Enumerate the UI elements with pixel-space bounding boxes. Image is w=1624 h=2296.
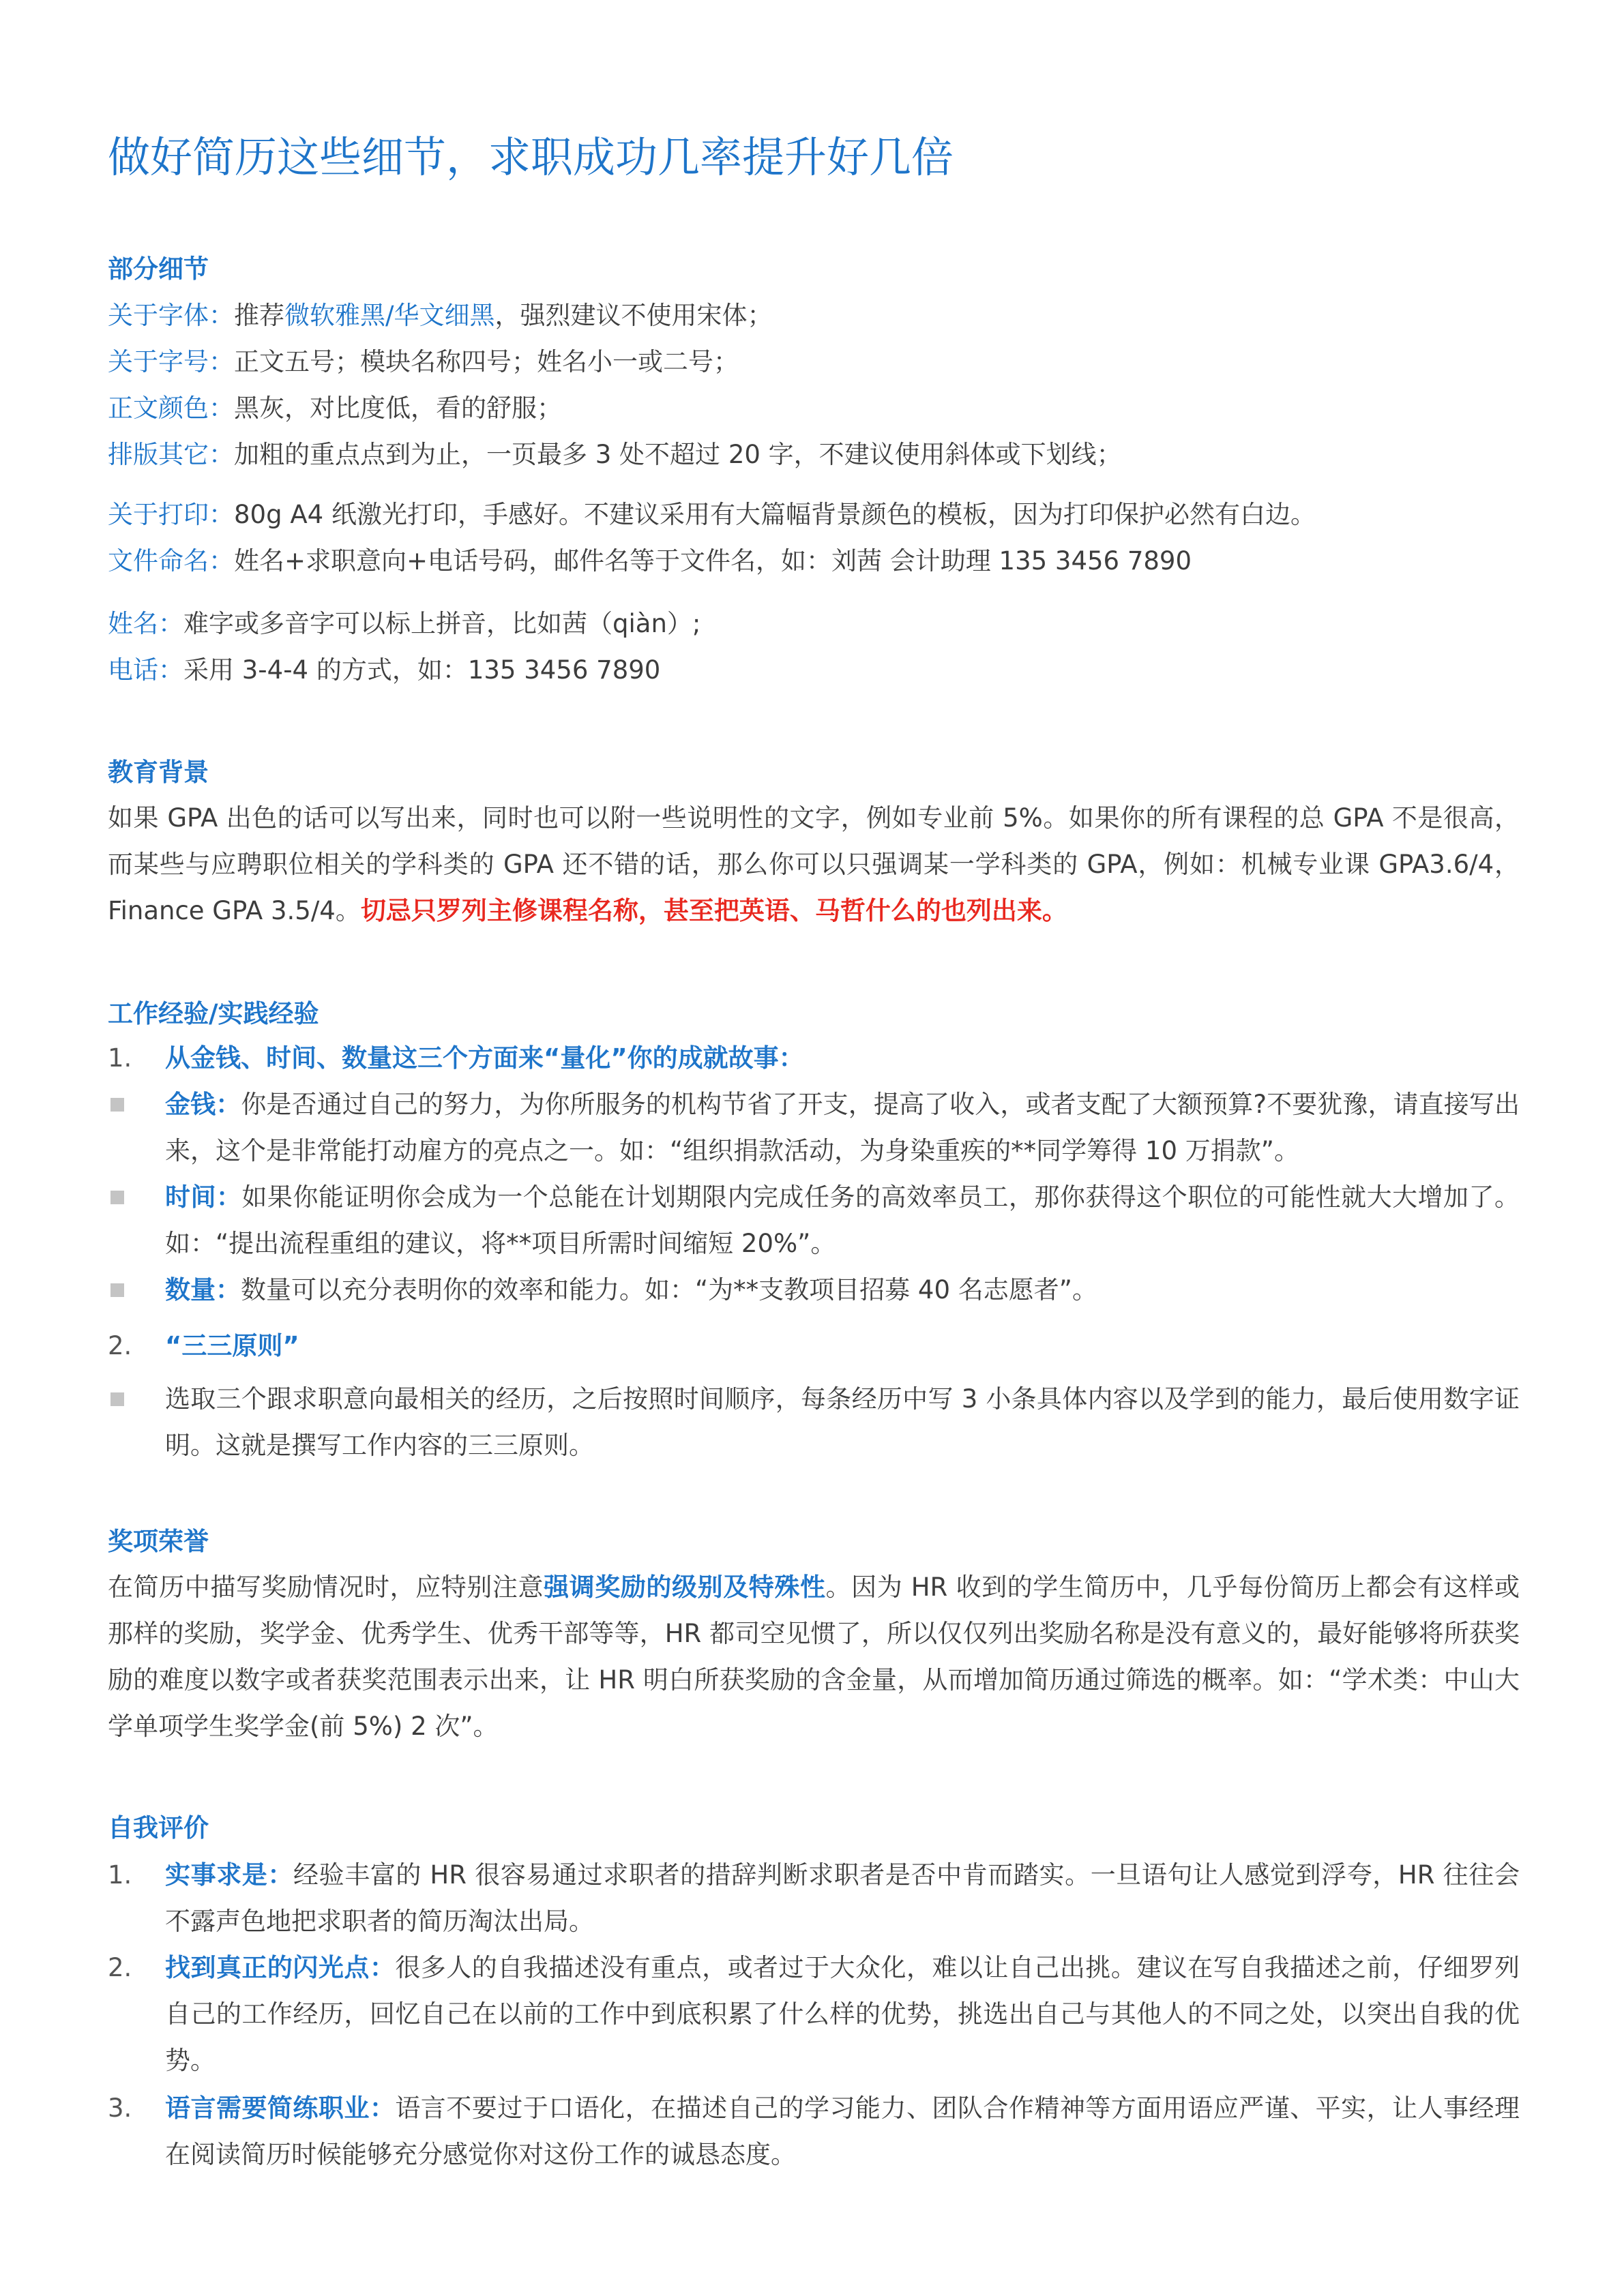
detail-label: 电话：: [108, 655, 183, 685]
detail-text: 推荐: [234, 301, 284, 330]
page-title: 做好简历这些细节，求职成功几率提升好几倍: [108, 132, 954, 182]
list-number: 2.: [108, 1331, 132, 1360]
list-number: 1.: [108, 1043, 132, 1073]
item-text: 经验丰富的 HR 很容易通过求职者的措辞判断求职者是否中肯而踏实。一旦语句让人感觉到浮夸，HR 往往会不露声色地把求职者的简历淘汰出局。: [165, 1860, 1520, 1936]
recommended-fonts: 微软雅黑/华文细黑: [284, 301, 495, 330]
education-warning: 切忌只罗列主修课程名称，甚至把英语、马哲什么的也列出来。: [360, 896, 1067, 925]
detail-label: 姓名：: [108, 609, 183, 638]
detail-text: 采用 3-4-4 的方式，如：135 3456 7890: [183, 655, 661, 685]
section-heading-awards: 奖项荣誉: [108, 1527, 209, 1556]
bullet-text: 选取三个跟求职意向最相关的经历，之后按照时间顺序，每条经历中写 3 小条具体内容以及学到的能力，最后使用数字证明。这就是撰写工作内容的三三原则。: [165, 1384, 1520, 1460]
detail-phone: [108, 653, 660, 687]
detail-label: 关于字号：: [108, 347, 234, 376]
item-text: 语言不要过于口语化，在描述自己的学习能力、团队合作精神等方面用语应严谨、平实，让人事经理在阅读简历时候能够充分感觉你对这份工作的诚恳态度。: [165, 2093, 1520, 2169]
detail-text: 黑灰，对比度低，看的舒服；: [234, 393, 562, 423]
experience-point-2: [108, 1323, 1520, 1369]
experience-point-1: [108, 1035, 1520, 1082]
square-bullet-icon: [110, 1283, 124, 1297]
detail-printing: [108, 498, 1316, 532]
detail-label: 正文颜色：: [108, 393, 234, 423]
bullet-money: [108, 1082, 1520, 1174]
awards-text: 在简历中描写奖励情况时，应特别注意: [108, 1572, 544, 1602]
square-bullet-icon: [110, 1191, 124, 1204]
detail-text: 80g A4 纸激光打印，手感好。不建议采用有大篇幅背景颜色的模板，因为打印保护必然有白边。: [234, 500, 1316, 529]
bullet-label: 时间：: [165, 1182, 242, 1212]
section-heading-details: 部分细节: [108, 254, 209, 284]
detail-text: 姓名+求职意向+电话号码，邮件名等于文件名，如：刘茜 会计助理 135 3456 7890: [234, 546, 1192, 576]
education-text: 如果 GPA 出色的话可以写出来，同时也可以附一些说明性的文字，例如专业前 5%。如果你的所有课程的总 GPA 不是很高，而某些与应聘职位相关的学科类的 GPA 还不错的话，那么你可以只强调某一学科类的 GPA，例如：机械专业课 GPA3.6/4，Finance GPA 3.5/4。: [108, 803, 1520, 925]
point-heading: 从金钱、时间、数量这三个方面来“量化”你的成就故事：: [165, 1043, 804, 1073]
point-heading: “三三原则”: [165, 1331, 299, 1360]
detail-label: 排版其它：: [108, 440, 234, 469]
section-heading-experience: 工作经验/实践经验: [108, 999, 319, 1028]
list-number: 1.: [108, 1860, 132, 1890]
awards-text: 。因为 HR 收到的学生简历中，几乎每份简历上都会有这样或那样的奖励，奖学金、优秀学生、优秀干部等等，HR 都司空见惯了，所以仅仅列出奖励名称是没有意义的，最好能够将所获奖励的难度以数字或者获奖范围表示出来，让 HR 明白所获奖励的含金量，从而增加简历通过筛选的概率。如：“学术类：中山大学单项学生奖学金(前 5%) 2 次”。: [108, 1572, 1520, 1741]
awards-highlight: 强调奖励的级别及特殊性: [544, 1572, 826, 1602]
item-label: 实事求是：: [165, 1860, 294, 1890]
bullet-label: 数量：: [165, 1275, 241, 1304]
item-text: 很多人的自我描述没有重点，或者过于大众化，难以让自己出挑。建议在写自我描述之前，仔细罗列自己的工作经历，回忆自己在以前的工作中到底积累了什么样的优势，挑选出自己与其他人的不同之处，以突出自我的优势。: [165, 1953, 1520, 2075]
bullet-text: 你是否通过自己的努力，为你所服务的机构节省了开支，提高了收入，或者支配了大额预算?不要犹豫，请直接写出来，这个是非常能打动雇方的亮点之一。如：“组织捐款活动，为身染重疾的**同学筹得 10 万捐款”。: [165, 1090, 1520, 1165]
detail-text: 正文五号；模块名称四号；姓名小一或二号；: [234, 347, 739, 376]
self-eval-item-3: [108, 2085, 1520, 2178]
list-number: 2.: [108, 1953, 132, 1982]
detail-font: [108, 299, 772, 333]
detail-layout: [108, 438, 1122, 472]
bullet-time: [108, 1174, 1520, 1267]
detail-font-size: [108, 345, 739, 379]
section-heading-education: 教育背景: [108, 758, 209, 787]
awards-paragraph: [108, 1564, 1520, 1750]
bullet-three-three-rule: [108, 1376, 1520, 1469]
detail-text: 难字或多音字可以标上拼音，比如茜（qiàn）;: [183, 609, 701, 638]
education-paragraph: [108, 795, 1520, 934]
bullet-quantity: [108, 1267, 1520, 1313]
detail-text: ，强烈建议不使用宋体；: [494, 301, 773, 330]
detail-label: 文件命名：: [108, 546, 234, 576]
bullet-label: 金钱：: [165, 1090, 241, 1119]
item-label: 语言需要简练职业：: [165, 2093, 396, 2123]
detail-name: [108, 607, 700, 641]
detail-label: 关于打印：: [108, 500, 234, 529]
bullet-text: 如果你能证明你会成为一个总能在计划期限内完成任务的高效率员工，那你获得这个职位的可能性就大大增加了。如：“提出流程重组的建议，将**项目所需时间缩短 20%”。: [165, 1182, 1520, 1258]
detail-file-naming: [108, 544, 1192, 578]
detail-text: 加粗的重点点到为止，一页最多 3 处不超过 20 字，不建议使用斜体或下划线；: [234, 440, 1122, 469]
detail-text-color: [108, 391, 562, 426]
self-eval-item-1: [108, 1852, 1520, 1945]
section-heading-self-evaluation: 自我评价: [108, 1813, 209, 1843]
self-eval-item-2: [108, 1945, 1520, 2084]
detail-label: 关于字体：: [108, 301, 234, 330]
square-bullet-icon: [110, 1392, 124, 1406]
item-label: 找到真正的闪光点：: [165, 1953, 396, 1982]
square-bullet-icon: [110, 1098, 124, 1112]
list-number: 3.: [108, 2093, 132, 2123]
bullet-text: 数量可以充分表明你的效率和能力。如：“为**支教项目招募 40 名志愿者”。: [241, 1275, 1097, 1304]
